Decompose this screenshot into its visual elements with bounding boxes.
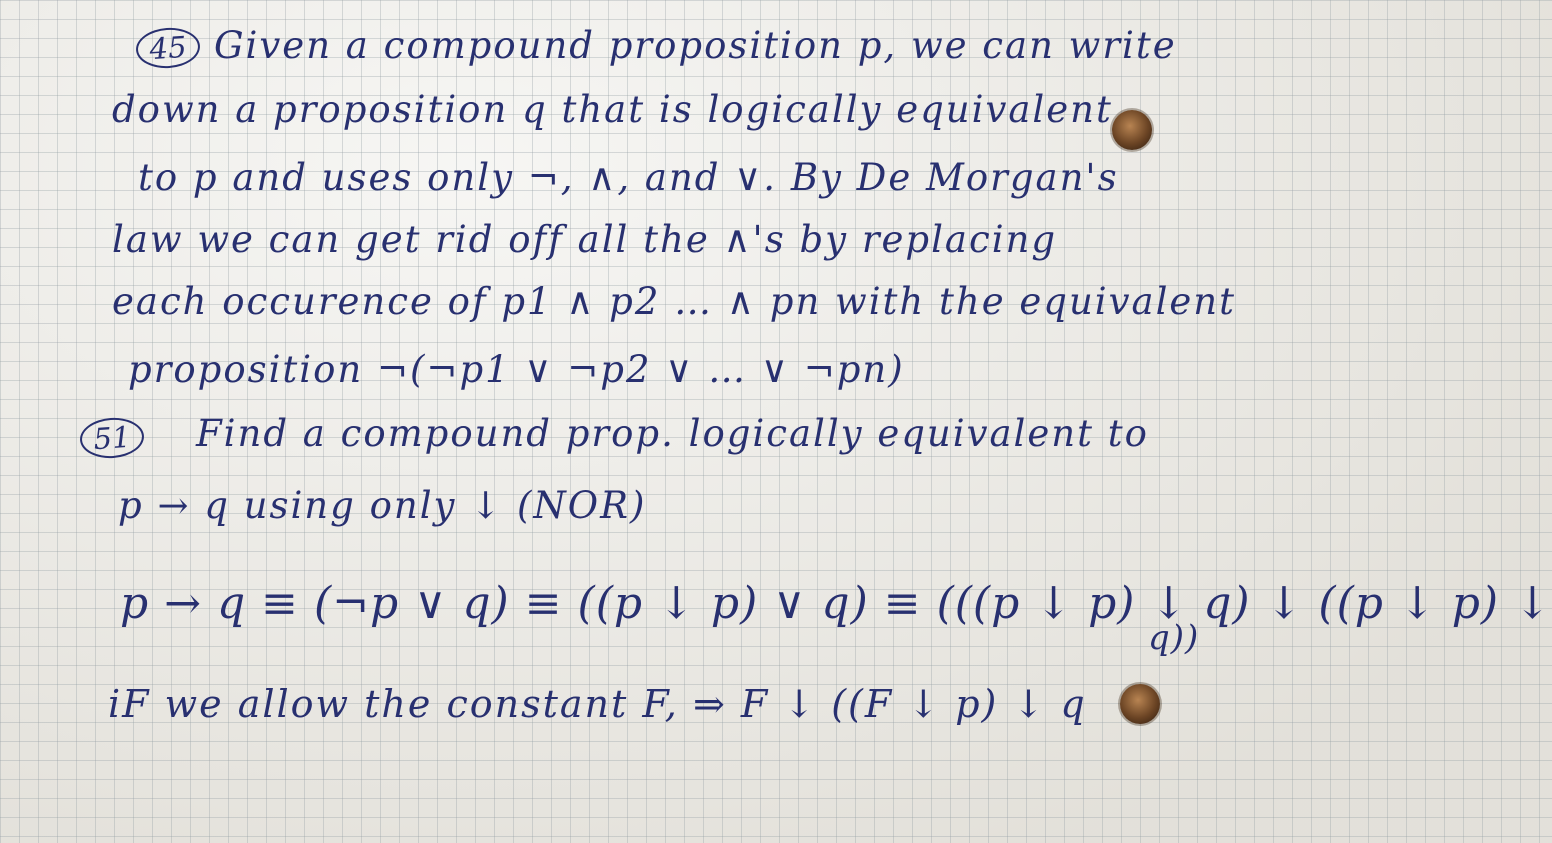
problem-51-line-1: Find a compound prop. logically equivalent to — [196, 412, 1149, 455]
nor-equivalence-equation-tail: q)) — [1148, 618, 1200, 658]
problem-45-line-4: law we can get rid off all the ∧'s by replacing — [112, 218, 1058, 261]
problem-51-number: 51 — [79, 416, 146, 460]
problem-51-line-2: p → q using only ↓ (NOR) — [118, 484, 647, 527]
problem-45-line-3: to p and uses only ¬, ∧, and ∨. By De Morgan's — [138, 156, 1119, 199]
problem-45-line-1: Given a compound proposition p, we can write — [214, 24, 1177, 67]
punch-hole-top — [1112, 110, 1152, 150]
constant-f-line: iF we allow the constant F, ⇒ F ↓ ((F ↓ p) ↓ q — [108, 682, 1087, 726]
problem-45-line-6: proposition ¬(¬p1 ∨ ¬p2 ∨ … ∨ ¬pn) — [128, 348, 905, 391]
problem-45-line-2: down a proposition q that is logically equivalent — [112, 88, 1113, 131]
nor-equivalence-equation: p → q ≡ (¬p ∨ q) ≡ ((p ↓ p) ∨ q) ≡ (((p ↓ p) ↓ q) ↓ ((p ↓ p) ↓ — [120, 578, 1552, 629]
punch-hole-bottom — [1120, 684, 1160, 724]
problem-45-line-5: each occurence of p1 ∧ p2 … ∧ pn with the equivalent — [112, 280, 1236, 323]
problem-45-number: 45 — [135, 26, 202, 70]
bleed-through-shadow — [12, 738, 242, 838]
